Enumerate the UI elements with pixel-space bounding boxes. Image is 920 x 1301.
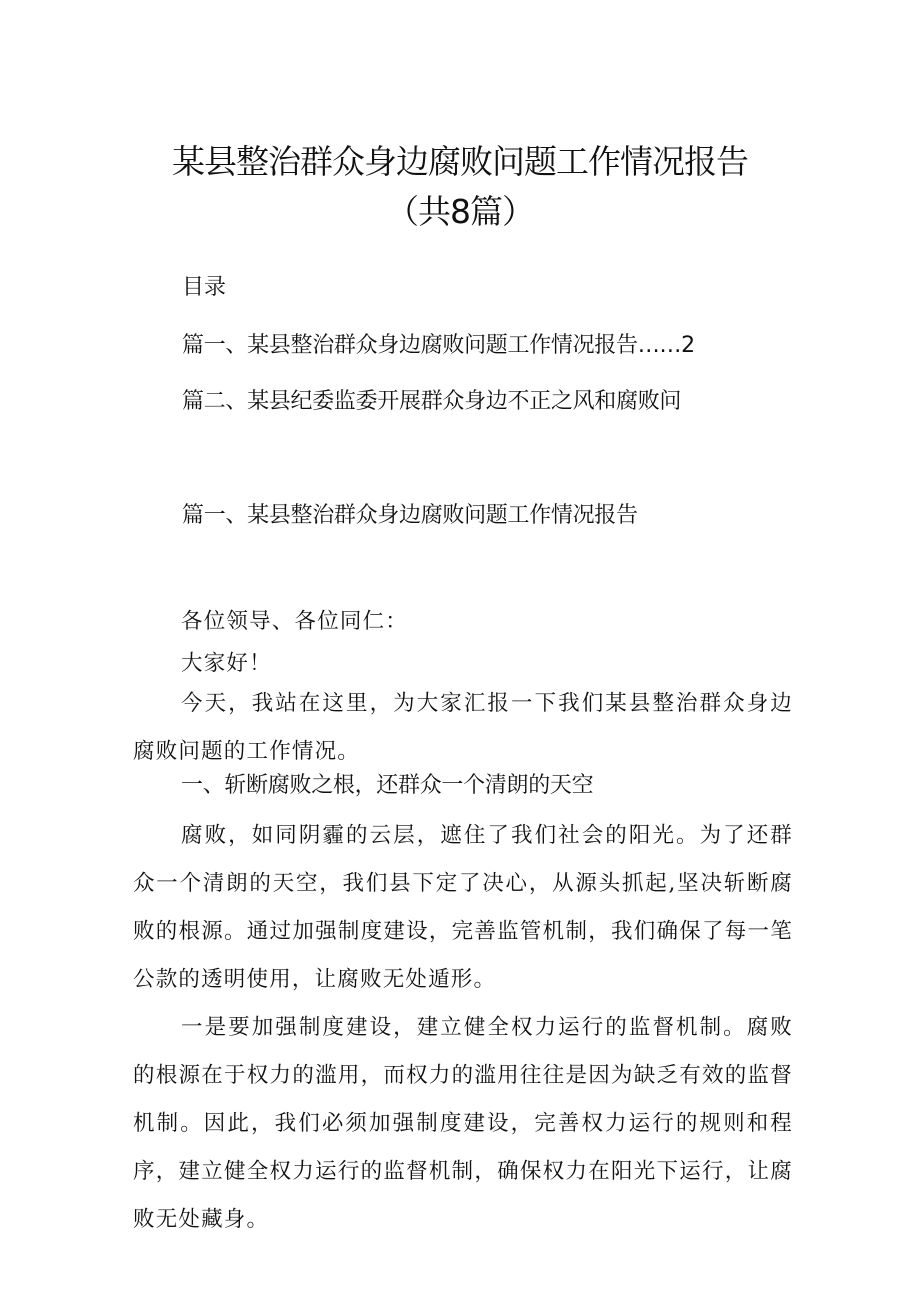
body-paragraph: 腐败，如同阴霾的云层，遮住了我们社会的阳光。为了还群众一个清朗的天空，我们县下定了决心，从源头抓起,坚决斩断腐败的根源。通过加强制度建设，完善监管机制，我们确保了每一笔公款的透明使用，让腐败无处遁形。 [133,823,793,992]
section-heading: 一、斩断腐败之根，还群众一个清朗的天空 [181,773,594,798]
toc-item[interactable]: 篇二、某县纪委监委开展群众身边不正之风和腐败问 [182,389,682,414]
document-subtitle-count: （共8篇） [386,192,534,231]
body-paragraph: 一是要加强制度建设，建立健全权力运行的监督机制。腐败的根源在于权力的滥用，而权力的滥用往往是因为缺乏有效的监督机制。因此，我们必须加强制度建设，完善权力运行的规则和程序，建立健全权力运行的监督机制，确保权力在阳光下运行，让腐败无处藏身。 [133,1015,793,1232]
chapter-title: 篇一、某县整治群众身边腐败问题工作情况报告 [182,503,638,528]
toc-heading: 目录 [182,275,227,300]
hello-line: 大家好！ [181,651,272,676]
intro-paragraph: 今天，我站在这里，为大家汇报一下我们某县整治群众身边腐败问题的工作情况。 [133,691,793,764]
document-title: 某县整治群众身边腐败问题工作情况报告 [172,142,748,181]
toc-item[interactable]: 篇一、某县整治群众身边腐败问题工作情况报告……2 [182,333,695,358]
greeting-line: 各位领导、各位同仁： [181,609,409,634]
